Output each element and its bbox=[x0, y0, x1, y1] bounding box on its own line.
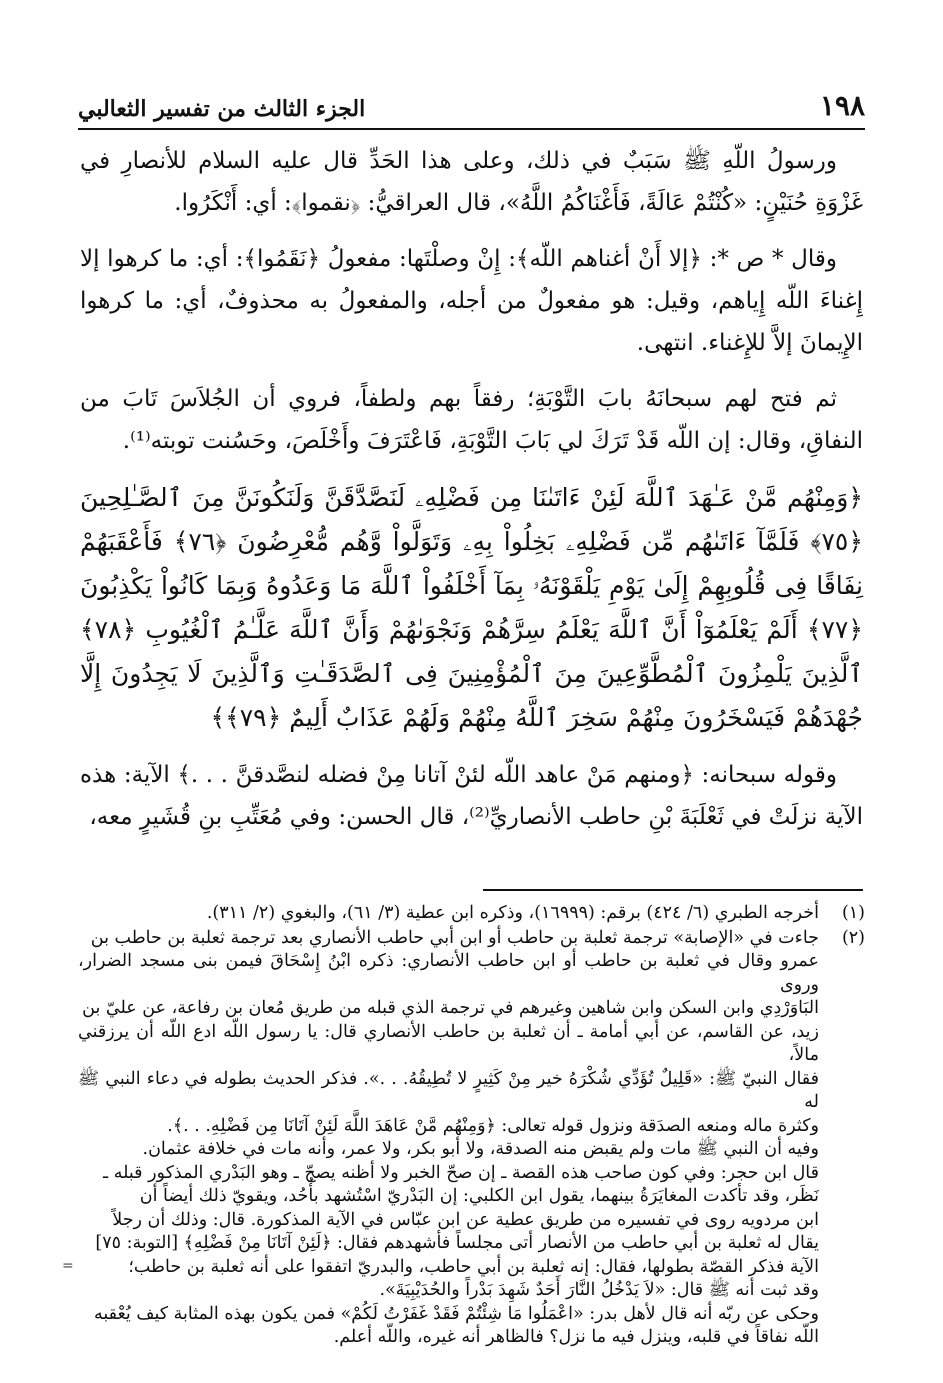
running-title: الجزء الثالث من تفسير الثعالبي bbox=[78, 96, 366, 122]
footnote-line: عمرو وقال في ثعلبة بن حاطب أو ابن حاطب الأنصاري: ذكره ابْنُ إِسْحَاقَ فيمن بنى مسجد الضرار، وروى bbox=[78, 951, 819, 995]
footnote bbox=[78, 902, 865, 926]
footnote-line: الآية فذكر القصّة بطولها، فقال: إنه ثعلبة بن أبي حاطب، والبدريّ اتفقوا على أنه ثعلبة بن حاطب؛ bbox=[128, 1256, 819, 1277]
footnote bbox=[78, 927, 865, 1350]
footnote-line: أخرجه الطبري (٦/ ٤٢٤) برقم: (١٦٩٩٩)، وذكره ابن عطية (٣/ ٦١)، والبغوي (٢/ ٣١١). bbox=[206, 903, 819, 923]
main-text bbox=[80, 140, 863, 852]
footnote-line: جاءت في «الإصابة» ترجمة ثعلبة بن حاطب أو ابن أبي حاطب الأنصاري بعد ترجمة ثعلبة بن حاطب بن bbox=[90, 927, 819, 948]
paragraph: وقوله سبحانه: ﴿ومنهم مَنْ عاهد اللّه لئنْ آتانا مِنْ فضله لنصَّدقنَّ . . .﴾ الآية: هذه الآية نزلَتْ في ثَعْلَبَةَ بْنِ حاطب الأنصاريِّ⁽²⁾، قال الحسن: وفي مُعَتِّبِ بنِ قُشَيرٍ معه، bbox=[80, 762, 863, 830]
footnote-number: (٢) bbox=[841, 927, 865, 948]
footnote-text bbox=[78, 927, 819, 1350]
footnote-line: فقال النبيّ ﷺ: «قَلِيلٌ تُؤَدِّي شُكْرَهُ خير مِنْ كَثِيرٍ لا تُطِيقُهُ. . .». فذكر الحديث بطوله في دعاء النبي ﷺ له bbox=[78, 1068, 819, 1112]
footnote-line: نَظَر، وقد تأكدت المغايَرَةُ بينهما، يقول ابن الكلبي: إن البَدْريّ اسْتُشهد بأُحُد، ويقويّ ذلك أيضاً أن bbox=[139, 1186, 819, 1206]
footnote-text bbox=[78, 902, 819, 926]
footnote-line: اللّه نفاقاً في قلبه، وينزل فيه ما نزل؟ فالظاهر أنه غيره، واللّه أعلم. bbox=[333, 1327, 819, 1347]
paragraph: ثم فتح لهم سبحانَهُ بابَ التَّوْبَةِ؛ رفقاً بهم ولطفاً، فروي أن الجُلاَسَ تَابَ من النفاقِ، وقال: إن اللّه قَدْ تَرَكَ لي بَابَ التَّوْبَةِ، فَاعْتَرَفَ وأَخْلَصَ، وحَسُنت توبته⁽¹⁾. bbox=[80, 386, 863, 454]
footnote-line: ابن مردويه روى في تفسيره من طريق عطية عن ابن عبّاس في الآية المذكورة. قال: وذلك أن رجلاً bbox=[112, 1209, 819, 1230]
footnote-line: وقد ثبت أنه ﷺ قال: «لاَ يَدْخُلُ النَّارَ أَحَدٌ شَهِدَ بَدْراً والحُدَيْبِيَةَ». bbox=[379, 1280, 819, 1300]
quran-verses: ﴿وَمِنْهُم مَّنْ عَـٰهَدَ ٱللَّهَ لَئِنْ ءَاتَىٰنَا مِن فَضْلِهِۦ لَنَصَّدَّقَنَّ وَلَنَكُونَنَّ مِنَ ٱلصَّـٰلِحِينَ ﴿٧٥﴾ فَلَمَّآ ءَاتَىٰهُم مِّن فَضْلِهِۦ بَخِلُواْ بِهِۦ وَتَوَلَّواْ وَّهُم مُّعْرِضُونَ ﴿٧٦﴾ فَأَعْقَبَهُمْ نِفَاقًا فِى قُلُوبِهِمْ إِلَىٰ يَوْمِ يَلْقَوْنَهُۥ بِمَآ أَخْلَفُواْ ٱللَّهَ مَا وَعَدُوهُ وَبِمَا كَانُواْ يَكْذِبُونَ ﴿٧٧﴾ أَلَمْ يَعْلَمُوٓاْ أَنَّ ٱللَّهَ يَعْلَمُ سِرَّهُمْ وَنَجْوَىٰهُمْ وَأَنَّ ٱللَّهَ عَلَّـٰمُ ٱلْغُيُوبِ ﴿٧٨﴾ ٱلَّذِينَ يَلْمِزُونَ ٱلْمُطَّوِّعِينَ مِنَ ٱلْمُؤْمِنِينَ فِى ٱلصَّدَقَـٰتِ وَٱلَّذِينَ لَا يَجِدُونَ إِلَّا جُهْدَهُمْ فَيَسْخَرُونَ مِنْهُمْ سَخِرَ ٱللَّهُ مِنْهُمْ وَلَهُمْ عَذَابٌ أَلِيمٌ ﴿٧٩﴾﴾ bbox=[80, 483, 863, 732]
footnote-line: قال ابن حجر: وفي كون صاحب هذه القصة ـ إن صحّ الخبر ولا أظنه يصحّ ـ وهو البَدْري المذكور قبله ـ bbox=[103, 1162, 819, 1183]
page-number: ١٩٨ bbox=[819, 89, 865, 122]
footnote-line: زيد، عن القاسم، عن أبي أمامة ـ أن ثعلبة بن حاطب الأنصاري قال: يا رسول اللّه ادع اللّه أن يرزقني مالاً، bbox=[78, 1021, 819, 1065]
footnote-line: وفيه أن النبي ﷺ مات ولم يقبض منه الصدقة، ولا أبو بكر، ولا عمر، وأنه مات في خلافة عثمان. bbox=[142, 1139, 819, 1159]
footnotes bbox=[78, 902, 865, 1351]
page-header bbox=[78, 88, 865, 130]
paragraph: ورسولُ اللّهِ ﷺ سَبَبٌ في ذلك، وعلى هذا الحَدِّ قال عليه السلام للأنصارِ في غَزْوَةِ حُنَيْنٍ: «كُنْتُمْ عَالَةً، فَأَغْنَاكُمُ اللَّهُ»، قال العراقيُّ: ﴿نقموا﴾: أي: أَنْكَرُوا. bbox=[80, 148, 863, 216]
footnote-line: وحكى عن ربّه أنه قال لأهل بدر: «اعْمَلُوا مَا شِئْتُمْ فَقَدْ غَفَرْتُ لَكُمْ» فمن يكون بهذه المثابة كيف يُعْقبه bbox=[93, 1303, 819, 1324]
paragraph: وقال * ص *: ﴿إلا أَنْ أغناهم اللّه﴾: إِنْ وصلْتَها: مفعولُ ﴿نَقَمُوا﴾: أي: ما كرهوا إلا إِغناءَ اللّه إِياهم، وقيل: هو مفعولٌ من أجله، والمفعولُ به محذوفٌ، أي: ما كرهوا الإِيمانَ إلاَّ للإِغناء. انتهى. bbox=[80, 246, 863, 356]
footnote-number: (١) bbox=[841, 903, 865, 923]
footnote-line: يقال له ثعلبة بن أبي حاطب من الأنصار أتى مجلساً فأشهدهم فقال: ﴿لَئِنْ آتَانَا مِنْ فَضْلِهِ﴾ [التوبة: ٧٥] bbox=[95, 1233, 819, 1253]
margin-mark: = bbox=[62, 1258, 74, 1274]
footnote-line: وكثرة ماله ومنعه الصدَقة ونزول قوله تعالى: ﴿وَمِنْهُم مَّنْ عَاهَدَ اللَّهَ لَئِنْ آتَانَا مِن فَضْلِهِ. . .﴾. bbox=[167, 1115, 819, 1136]
footnote-line: البَاوَرْدِي وابن السكن وابن شاهين وغيرهم في ترجمة الذي قبله من طريق مُعان بن رفاعة، عن عليّ بن bbox=[82, 998, 819, 1018]
footnote-separator bbox=[483, 889, 863, 891]
